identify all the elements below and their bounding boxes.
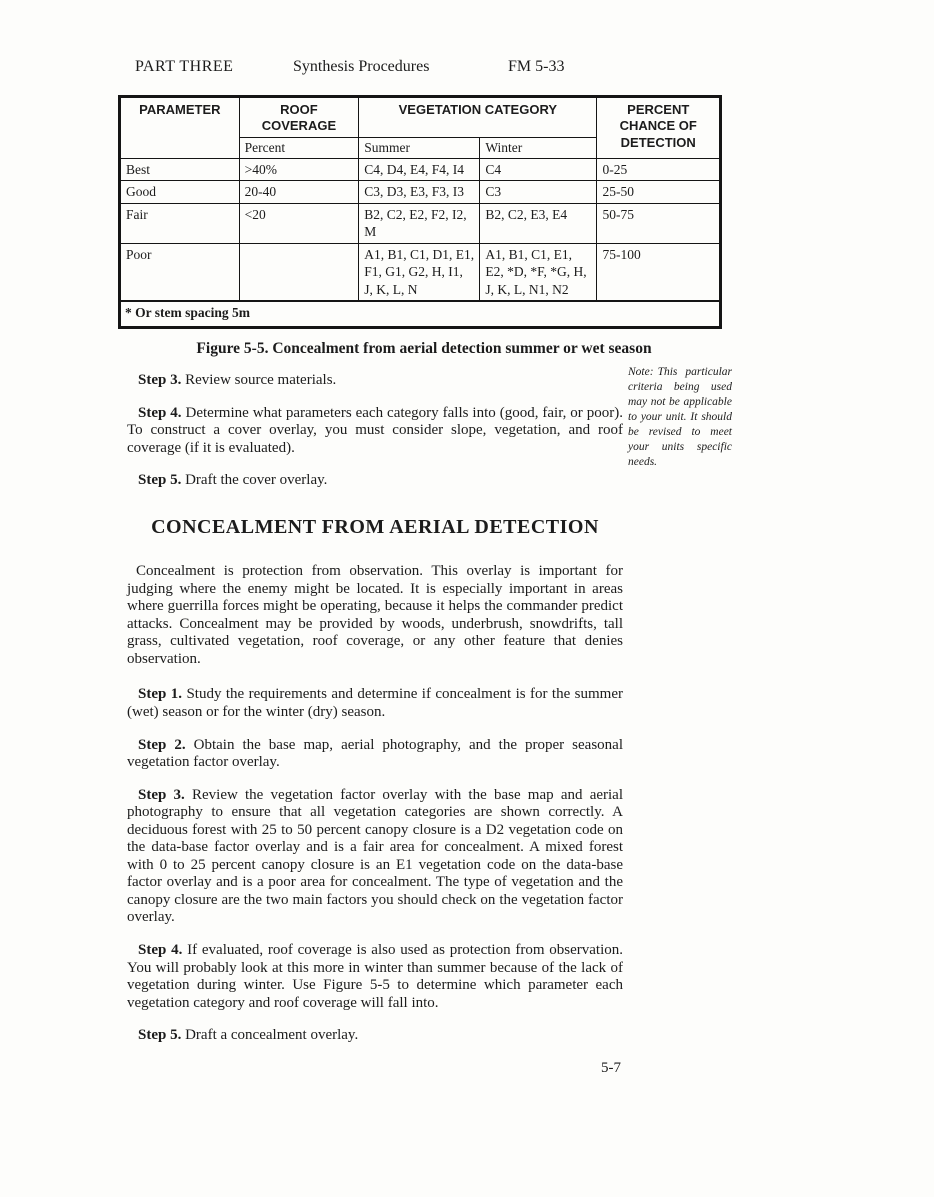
cell-chance: 0-25 [597, 158, 721, 181]
step-4-top [127, 405, 623, 458]
step-text: Draft a concealment overlay. [185, 1027, 359, 1044]
cell-parameter: Good [120, 181, 240, 204]
step-1 [127, 686, 623, 721]
sub-header-winter: Winter [480, 137, 597, 158]
cell-chance: 75-100 [597, 243, 721, 301]
sub-header-percent: Percent [239, 137, 359, 158]
cell-parameter: Best [120, 158, 240, 181]
figure-caption: Figure 5-5. Concealment from aerial detection summer or wet season [196, 340, 652, 357]
step-label: Step 2. [138, 736, 186, 753]
step-label: Step 5. [138, 472, 182, 489]
step-text: Study the requirements and determine if concealment is for the summer (wet) season or for the winter (dry) season. [127, 686, 623, 720]
concealment-table-body [120, 158, 721, 327]
header-section-title: Synthesis Procedures [293, 58, 430, 75]
step-label: Step 3. [138, 786, 185, 803]
header-manual-number: FM 5-33 [508, 58, 565, 75]
cell-winter: B2, C2, E3, E4 [480, 203, 597, 243]
cell-winter: C3 [480, 181, 597, 204]
step-text: Determine what parameters each category falls into (good, fair, or poor). To construct a cover overlay, you must consider slope, vegetation, and roof coverage (if it is evaluated). [127, 404, 623, 456]
step-text: Review source materials. [185, 372, 337, 388]
cell-parameter: Fair [120, 203, 240, 243]
table-footnote-row [120, 301, 721, 327]
step-text: Review the vegetation factor overlay with the base map and aerial photography to ensure that all vegetation categories are shown correctly. A deciduous forest with 25 to 50 percent canopy closure is a D2 vegetation code on the data-base factor overlay and is a fair area for concealment. A mixed forest with 0 to 25 percent canopy closure is an E1 vegetation code on the data-base factor overlay and is a poor area for concealment. The type of vegetation and the canopy closure are the two main factors you should check on the vegetation factor overlay. [127, 786, 623, 926]
cell-percent: >40% [239, 158, 359, 181]
col-header-percent-chance: PERCENT CHANCE OF DETECTION [597, 97, 721, 159]
cell-summer: C3, D3, E3, F3, I3 [359, 181, 480, 204]
table-row-best [120, 158, 721, 181]
table-row-poor [120, 243, 721, 301]
main-text-column [127, 372, 623, 1077]
cell-chance: 50-75 [597, 203, 721, 243]
col-header-roof-coverage: ROOF COVERAGE [239, 97, 359, 138]
concealment-table-head [120, 97, 721, 159]
cell-percent: 20-40 [239, 181, 359, 204]
step-text: Obtain the base map, aerial photography, and the proper seasonal vegetation factor overlay. [127, 736, 623, 771]
table-row-fair [120, 203, 721, 243]
cell-chance: 25-50 [597, 181, 721, 204]
step-label: Step 4. [138, 404, 182, 421]
cell-summer: C4, D4, E4, F4, I4 [359, 158, 480, 181]
step-text: Draft the cover overlay. [185, 472, 328, 489]
table-row-good [120, 181, 721, 204]
step-5-top [127, 472, 623, 490]
step-4 [127, 942, 623, 1012]
cell-winter: A1, B1, C1, E1, E2, *D, *F, *G, H, J, K, L, N1, N2 [480, 243, 597, 301]
step-2 [127, 737, 623, 772]
header-part-title: PART THREE [135, 58, 234, 75]
col-header-parameter: PARAMETER [120, 97, 240, 159]
step-label: Step 5. [138, 1027, 182, 1044]
running-header [0, 58, 934, 80]
step-text: If evaluated, roof coverage is also used as protection from observation. You will probably look at this more in winter than summer because of the lack of vegetation during winter. Use Figure 5-5 to determine which parameter each vegetation category and roof coverage will fall into. [127, 941, 624, 1011]
cell-summer: A1, B1, C1, D1, E1, F1, G1, G2, H, I1, J, K, L, N [359, 243, 480, 301]
cell-summer: B2, C2, E2, F2, I2, M [359, 203, 480, 243]
margin-note [628, 365, 732, 470]
concealment-table [118, 95, 722, 329]
step-label: Step 3. [138, 372, 182, 388]
table-footnote: * Or stem spacing 5m [120, 301, 721, 327]
margin-note-label: Note: [628, 366, 654, 378]
cell-percent [239, 243, 359, 301]
sub-header-summer: Summer [359, 137, 480, 158]
section-intro-paragraph: Concealment is protection from observation. This overlay is important for judging where the enemy might be located. It is especially important in areas where guerrilla forces might be operating, because it helps the commander predict attacks. Concealment may be provided by woods, underbrush, snowdrifts, tall grass, cultivated vegetation, roof coverage, or any other feature that denies observation. [127, 563, 623, 667]
page-number: 5-7 [601, 1059, 621, 1076]
col-header-vegetation-category: VEGETATION CATEGORY [359, 97, 597, 138]
step-5 [127, 1027, 623, 1045]
margin-note-text: This particular criteria being used may not be applicable to your unit. It should be revised to meet your units specific needs. [628, 366, 732, 468]
step-label: Step 1. [138, 686, 183, 703]
step-label: Step 4. [138, 941, 183, 958]
section-heading: CONCEALMENT FROM AERIAL DETECTION [151, 515, 599, 538]
cell-parameter: Poor [120, 243, 240, 301]
step-3-top [127, 372, 623, 390]
cell-winter: C4 [480, 158, 597, 181]
cell-percent: <20 [239, 203, 359, 243]
step-3 [127, 787, 623, 927]
